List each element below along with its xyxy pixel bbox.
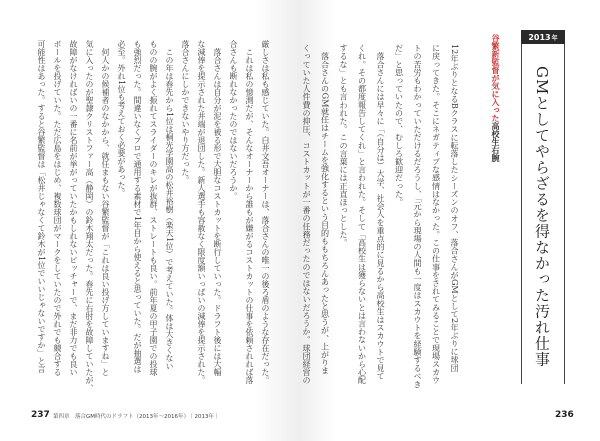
text-column: 可能性はあった。すると谷繁監督は「松井じゃなくて鈴木が1位でいいじゃないですか」と言 — [37, 40, 46, 374]
text-column: 落合さんにしかできないやり方だった。 — [181, 40, 190, 184]
text-column: ボールを投げていた。ただ広島をはじめ、複数球団がマークをしていたので外れでも競合する — [53, 40, 62, 376]
page-number-right: 236 — [555, 410, 574, 420]
text-column: 12年ぶりとなるBクラスに転落したシーズンのオフ、落合さんがGMとして2年ぶりに球団 — [450, 44, 460, 372]
year-badge-year: 2013 — [528, 32, 551, 42]
text-column: 落合さんのGM就任はチームを強化するという目的ももちろんあったと思うが、上がりま — [320, 44, 331, 375]
text-column: これは私の憶測だが、そんなオーナーから誰もが嫌がるコストカットの仕事を依頼されれば落 — [245, 40, 254, 384]
section-heading — [490, 34, 501, 162]
text-column: 故障がなければいの一番に名前が挙がっていたかもしれないピッチャーで、まだ非力でも良い — [69, 40, 78, 376]
chapter-title: GMとしてやらざるを得なかった汚れ仕事 — [533, 66, 551, 368]
running-head: 第四章 落合GM時代のドラフト（2013年〜2016年）｜2013年｜ — [53, 414, 220, 420]
chapter-title-box — [521, 44, 565, 384]
text-column: 落合さんには早々に「（自分は）大学、社会人を重点的に見るから高校生はスカウトで見て — [376, 44, 386, 381]
page-number-left: 237 — [31, 410, 50, 420]
text-column: ものの腕がよく振れてスライダーのキレが抜群、ストレートも良い。前年夏の甲子園での投球 — [149, 40, 158, 376]
text-column: も強烈だった。間違いなくプロで通用する素材で1年目から使えると思っていた。だが抽選は — [133, 40, 142, 374]
text-column: トの苦労もわかっていただけるだろうし、「元から現場の人間も一度はスカウトを経験するべき — [413, 44, 423, 389]
left-page-body-text — [28, 40, 273, 400]
text-column: 何人かの候補者のなかから、就任まもない谷繁監督が「これは良い投げ方していますね」と — [101, 40, 110, 376]
right-page-body-text — [296, 44, 464, 389]
section-heading-highlight: 谷繁新監督が気に入った — [491, 34, 500, 122]
text-column: くれ。その都度報告してくれ」と言われた。そして「高校生は獲らないとは言わないから心配 — [357, 44, 368, 385]
text-column: この年は春先から1位は桐光学園高の松井裕樹（楽天1位）で考えていた。体は大きくない — [165, 40, 174, 371]
text-column: 気に入ったのが聖隷クリストファー高（静岡）の鈴木翔太だった。春先に右肘を故障していたが、 — [85, 40, 94, 392]
text-column: くっていた人件費の抑圧、コストカットが一番の任務だったのではないだろうか。球団経営の — [302, 44, 312, 385]
text-column: するな」とも言われた。この言葉には正直ほっとした。 — [339, 44, 349, 247]
year-badge-suffix: 年 — [551, 34, 558, 42]
text-column: に戻ってきた。そこにネガティブな感情はなかった。この仕事をされてみることで現場スカウ — [431, 44, 442, 385]
text-column: 合さんも断れなかったのではないだろうか。 — [229, 40, 238, 200]
year-badge — [521, 30, 565, 44]
text-column: な減俸を提示された井端が退団した。新人選手も容赦なく限度額いっぱいの減俸を提示された。 — [197, 40, 206, 384]
section-heading-rest: 高校生右腕 — [491, 122, 500, 162]
text-column: だ」と思っていたので、むしろ歓迎だった。 — [394, 44, 405, 206]
text-column: 落合さんは自分が泥を被る形で大胆なコストカットを断行していった。ドラフト後には大幅 — [213, 40, 222, 376]
text-column: 厳しさは私も感じていた。白井文吾オーナーは、落合さんの唯一の後ろ盾のような存在だった。 — [261, 40, 270, 384]
text-column: 必至。外れ1位も考えておく必要があった。 — [117, 40, 126, 198]
